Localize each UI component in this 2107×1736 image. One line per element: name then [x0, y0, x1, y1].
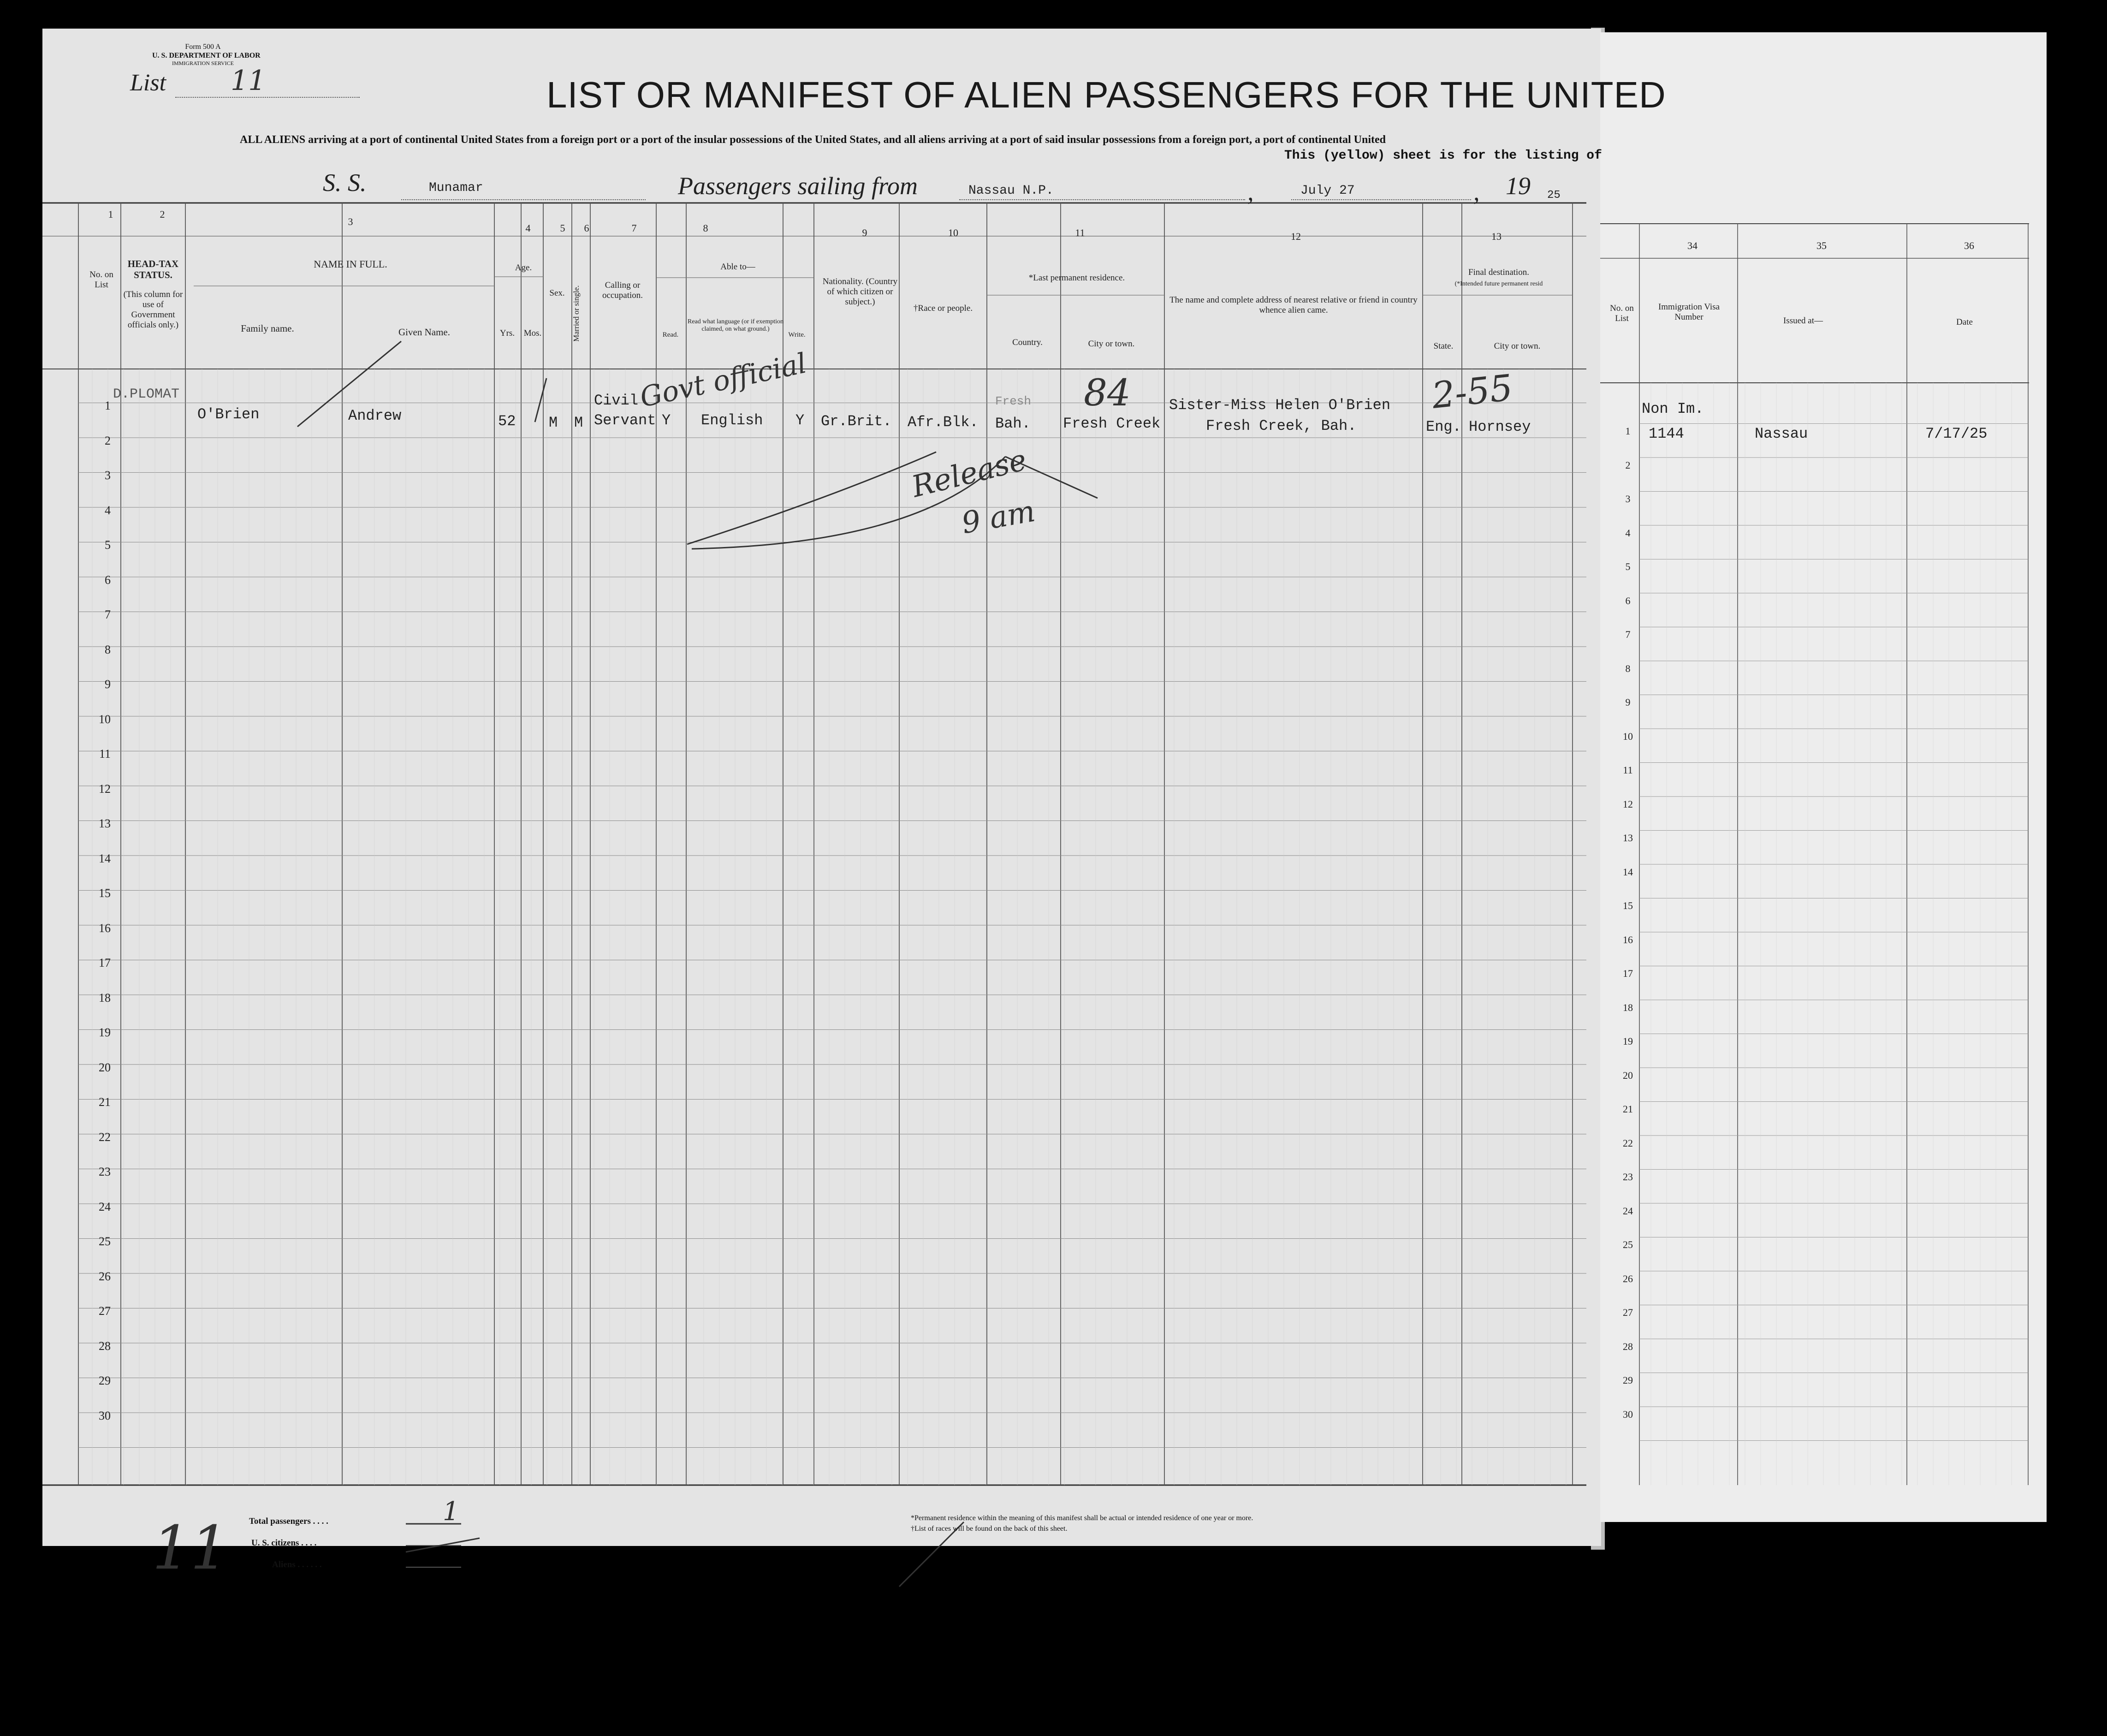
cell-read: Y — [662, 412, 671, 429]
right-row-number-30: 30 — [1623, 1408, 1633, 1420]
cell-state: Eng. — [1426, 418, 1461, 435]
hdr-head-tax-note: (This column for use of Government officials only.) — [123, 290, 183, 330]
total-passengers-value: 1 — [443, 1497, 459, 1527]
departure-port: Nassau N.P. — [968, 184, 1054, 198]
handwritten-release: Release — [908, 443, 1030, 505]
row-number-25: 25 — [99, 1235, 111, 1248]
footnote-residence: *Permanent residence within the meaning of this manifest shall be actual or intended residence of one year or more. — [911, 1514, 1253, 1522]
right-row-number-29: 29 — [1623, 1374, 1633, 1386]
right-row-number-13: 13 — [1623, 832, 1633, 844]
right-row-number-24: 24 — [1623, 1205, 1633, 1217]
right-row-number-2: 2 — [1625, 459, 1631, 471]
col-num-8: 8 — [703, 222, 708, 234]
manifest-title: LIST OR MANIFEST OF ALIEN PASSENGERS FOR THE UNITED — [546, 74, 1666, 115]
right-row-number-5: 5 — [1625, 561, 1631, 572]
row-number-20: 20 — [99, 1060, 111, 1074]
col-num-34: 34 — [1687, 240, 1697, 251]
hdr-issued-at: Issued at— — [1783, 316, 1823, 326]
handwritten-code: 2-55 — [1430, 367, 1515, 417]
right-row-number-21: 21 — [1623, 1103, 1633, 1115]
sailing-date: July 27 — [1300, 184, 1355, 198]
row-number-12: 12 — [99, 782, 111, 796]
row-number-17: 17 — [99, 956, 111, 969]
cell-dest-city: Hornsey — [1469, 418, 1531, 435]
row-number-23: 23 — [99, 1165, 111, 1178]
col-num-35: 35 — [1816, 240, 1827, 251]
right-row-number-11: 11 — [1623, 764, 1633, 776]
service: IMMIGRATION SERVICE — [172, 60, 234, 67]
col-num-36: 36 — [1964, 240, 1974, 251]
date-underline — [1291, 199, 1471, 200]
us-citizens-label: U. S. citizens . . . . — [251, 1538, 317, 1548]
hdr-final-note: (*Intended future permanent resid — [1454, 280, 1543, 287]
row-number-8: 8 — [105, 642, 111, 656]
form-number: Form 500 A — [185, 43, 221, 51]
col-num-4: 4 — [525, 222, 531, 234]
form-header — [152, 42, 261, 67]
comma-1: , — [1247, 178, 1254, 206]
cell-occupation-2: Servant — [594, 412, 656, 429]
right-row-number-23: 23 — [1623, 1171, 1633, 1183]
row-number-10: 10 — [99, 712, 111, 726]
port-underline — [959, 199, 1245, 200]
row-number-16: 16 — [99, 921, 111, 935]
right-row-number-20: 20 — [1623, 1069, 1633, 1081]
hdr-state: State. — [1433, 341, 1454, 351]
right-row-number-15: 15 — [1623, 900, 1633, 911]
row-number-24: 24 — [99, 1200, 111, 1213]
cell-family-name: O'Brien — [197, 406, 260, 423]
row-number-2: 2 — [105, 434, 111, 447]
ship-name: Munamar — [429, 181, 483, 195]
row-number-9: 9 — [105, 678, 111, 691]
row-number-21: 21 — [99, 1095, 111, 1109]
footnote-races: †List of races will be found on the back of this sheet. — [911, 1525, 1068, 1533]
cell-issued-at: Nassau — [1755, 425, 1808, 442]
row-number-5: 5 — [105, 538, 111, 552]
row-number-19: 19 — [99, 1026, 111, 1039]
hdr-visa-number: Immigration Visa Number — [1658, 302, 1720, 322]
right-row-number-9: 9 — [1625, 696, 1631, 708]
col-num-11: 11 — [1075, 227, 1085, 238]
hdr-family-name: Family name. — [241, 323, 294, 334]
hdr-no-on-list: No. on List — [89, 270, 113, 290]
row-number-22: 22 — [99, 1130, 111, 1144]
aliens-label: Aliens . . . . . . — [272, 1560, 322, 1570]
col-num-1: 1 — [108, 208, 113, 220]
row-number-6: 6 — [105, 573, 111, 587]
col-num-12: 12 — [1291, 231, 1301, 242]
right-row-number-25: 25 — [1623, 1239, 1633, 1250]
row-number-3: 3 — [105, 469, 111, 482]
cell-relative-1: Sister-Miss Helen O'Brien — [1169, 397, 1391, 414]
cell-residence-struck: Fresh — [995, 394, 1032, 408]
total-passengers-label: Total passengers . . . . — [249, 1516, 328, 1526]
right-row-number-22: 22 — [1623, 1137, 1633, 1149]
col-num-5: 5 — [560, 222, 565, 234]
hdr-head-tax: HEAD-TAX STATUS. — [127, 258, 179, 281]
comma-2: , — [1473, 178, 1480, 206]
hdr-write: Write. — [788, 331, 806, 339]
hdr-visa-date: Date — [1956, 317, 1973, 327]
cell-relative-2: Fresh Creek, Bah. — [1206, 417, 1357, 434]
right-row-number-28: 28 — [1623, 1340, 1633, 1352]
row-number-27: 27 — [99, 1304, 111, 1318]
col-num-7: 7 — [631, 222, 637, 234]
cell-language: English — [701, 412, 763, 429]
right-row-number-1: 1 — [1625, 425, 1631, 437]
handwritten-residence: 84 — [1084, 371, 1131, 414]
col-num-3: 3 — [348, 216, 353, 227]
hdr-sex: Sex. — [549, 288, 565, 298]
right-row-number-17: 17 — [1623, 968, 1633, 979]
right-row-number-7: 7 — [1625, 629, 1631, 640]
list-underline — [175, 97, 360, 98]
handwritten-list-margin: 11 — [152, 1513, 229, 1583]
hdr-relative: The name and complete address of nearest relative or friend in country whence alien came. — [1169, 295, 1418, 315]
handwritten-occupation: Govt official — [637, 347, 809, 414]
row-number-4: 4 — [105, 503, 111, 517]
cell-race: Afr.Blk. — [908, 414, 979, 431]
cell-given-name: Andrew — [348, 407, 402, 424]
row-number-11: 11 — [99, 747, 111, 761]
hdr-country: Country. — [1012, 338, 1043, 347]
right-row-number-26: 26 — [1623, 1272, 1633, 1284]
list-number: 11 — [231, 65, 266, 97]
right-row-number-18: 18 — [1623, 1001, 1633, 1013]
hdr-calling: Calling or occupation. — [602, 280, 643, 300]
right-row-number-10: 10 — [1623, 730, 1633, 742]
hdr-final-destination: Final destination. — [1468, 268, 1529, 277]
row-number-28: 28 — [99, 1339, 111, 1353]
row-number-14: 14 — [99, 851, 111, 865]
hdr-read: Read. — [662, 331, 679, 339]
department: U. S. DEPARTMENT OF LABOR — [152, 52, 261, 60]
cell-age: 52 — [498, 413, 516, 430]
right-row-number-4: 4 — [1625, 527, 1631, 539]
age-tick — [535, 378, 546, 422]
right-row-number-19: 19 — [1623, 1035, 1633, 1047]
year-suffix: 25 — [1547, 189, 1561, 202]
cell-nationality: Gr.Brit. — [821, 413, 892, 430]
row-number-15: 15 — [99, 886, 111, 900]
right-row-number-27: 27 — [1623, 1307, 1633, 1318]
col-num-13: 13 — [1491, 231, 1502, 242]
row-number-29: 29 — [99, 1374, 111, 1387]
cell-sex: M — [549, 414, 558, 431]
right-row-number-12: 12 — [1623, 798, 1633, 810]
row-number-26: 26 — [99, 1269, 111, 1283]
hdr-married: Married or single. — [572, 285, 581, 342]
year-prefix: 19 — [1506, 172, 1531, 200]
ss-label: S. S. — [323, 169, 367, 196]
release-stroke-1 — [687, 452, 936, 544]
sheet-note: This (yellow) sheet is for the listing of — [1284, 149, 1602, 163]
row-number-7: 7 — [105, 608, 111, 621]
cell-country: Bah. — [995, 415, 1031, 432]
hdr-read-language: Read what language (or if exemption claimed, on what ground.) — [688, 318, 783, 333]
hdr-race: †Race or people. — [913, 303, 973, 313]
right-row-number-8: 8 — [1625, 662, 1631, 674]
col-num-2: 2 — [160, 208, 165, 220]
manifest-subtitle: ALL ALIENS arriving at a port of continental United States from a foreign port or a port of the insular possessions of the United States, and all aliens arriving at a port of said insular possessions from a foreign port, a port of continental United — [240, 134, 1386, 146]
list-label: List — [130, 70, 166, 96]
hdr-city-town: City or town. — [1088, 339, 1135, 349]
row-number-1: 1 — [105, 399, 111, 412]
hdr-able-to: Able to— — [720, 262, 755, 272]
right-row-number-14: 14 — [1623, 866, 1633, 878]
cell-occupation-1: Civil — [594, 392, 639, 409]
right-row-number-6: 6 — [1625, 595, 1631, 606]
cell-visa-note: Non Im. — [1642, 400, 1704, 417]
row-number-30: 30 — [99, 1409, 111, 1422]
hdr-last-residence: *Last permanent residence. — [1028, 273, 1125, 283]
cell-city: Fresh Creek — [1063, 415, 1161, 432]
cell-visa-number: 1144 — [1649, 425, 1684, 442]
right-row-number-16: 16 — [1623, 933, 1633, 945]
hdr-city-town-2: City or town. — [1494, 341, 1541, 351]
cell-write: Y — [795, 412, 805, 429]
handwritten-release-time: 9 am — [959, 494, 1038, 541]
cell-head-tax: D.PLOMAT — [113, 386, 180, 402]
col-num-6: 6 — [584, 222, 589, 234]
row-number-13: 13 — [99, 817, 111, 830]
hdr-mos: Mos. — [523, 328, 542, 338]
right-row-number-3: 3 — [1625, 493, 1631, 505]
col-num-9: 9 — [862, 227, 867, 238]
hdr-age: Age. — [515, 263, 532, 273]
ship-underline — [401, 199, 646, 200]
hdr-given-name: Given Name. — [398, 327, 450, 338]
row-number-18: 18 — [99, 991, 111, 1005]
hdr-name-in-full: NAME IN FULL. — [314, 258, 387, 270]
cell-visa-date: 7/17/25 — [1925, 425, 1988, 442]
col-num-10: 10 — [948, 227, 958, 238]
cell-married: M — [574, 414, 583, 431]
hdr-nationality: Nationality. (Country of which citizen or subject.) — [822, 277, 898, 307]
sailing-label: Passengers sailing from — [678, 172, 918, 200]
hdr-right-no-on-list: No. on List — [1610, 303, 1634, 323]
hdr-yrs: Yrs. — [499, 328, 515, 338]
